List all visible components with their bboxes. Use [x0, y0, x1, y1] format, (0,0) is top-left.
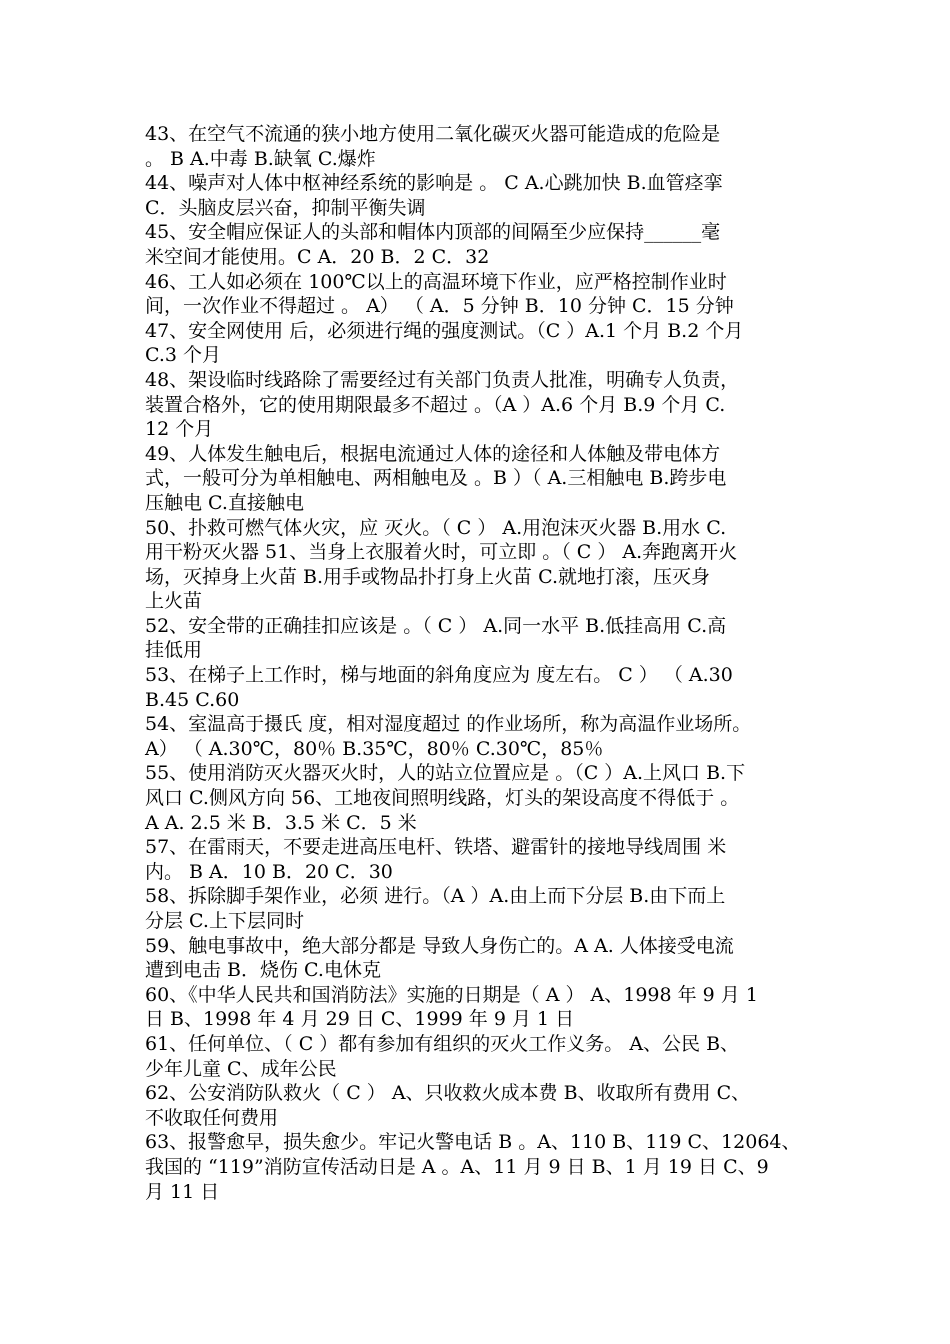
text-line: 用干粉灭火器 51、当身上衣服着火时，可立即 。（ C ） A.奔跑离开火: [145, 541, 738, 564]
text-line: 48、架设临时线路除了需要经过有关部门负责人批准，明确专人负责，: [145, 368, 740, 391]
text-line: 46、工人如必须在 100℃以上的高温环境下作业，应严格控制作业时: [145, 270, 727, 293]
text-line: 我国的 “119”消防宣传活动日是 A 。A、11 月 9 日 B、1 月 19 日 C、9: [145, 1155, 769, 1178]
text-line: 62、公安消防队救火（ C ） A、只收救火成本费 B、收取所有费用 C、: [145, 1082, 751, 1105]
text-line: 60、《中华人民共和国消防法》实施的日期是（ A ） A、1998 年 9 月 1: [145, 983, 758, 1006]
text-line: 场，灭掉身上火苗 B.用手或物品扑打身上火苗 C.就地打滚，压灭身: [145, 565, 710, 588]
text-line: 米空间才能使用。C A．20 B．2 C．32: [145, 245, 490, 268]
text-line: 日 B、1998 年 4 月 29 日 C、1999 年 9 月 1 日: [145, 1008, 575, 1031]
text-line: 63、报警愈早，损失愈少。牢记火警电话 B 。A、110 B、119 C、12064、: [145, 1131, 801, 1154]
text-line: 式，一般可分为单相触电、两相触电及 。B ）（ A.三相触电 B.跨步电: [145, 467, 727, 490]
text-line: 装置合格外，它的使用期限最多不超过 。（A ）A.6 个月 B.9 个月 C.: [145, 393, 726, 416]
text-line: 49、人体发生触电后，根据电流通过人体的途径和人体触及带电体方: [145, 442, 721, 465]
text-line: 12 个月: [145, 418, 214, 441]
text-line: 内。 B A．10 B．20 C．30: [145, 860, 393, 883]
text-line: 57、在雷雨天，不要走进高压电杆、铁塔、避雷针的接地导线周围 米: [145, 836, 727, 859]
text-line: 50、扑救可燃气体火灾，应 灭火。（ C ） A.用泡沫灭火器 B.用水 C.: [145, 516, 727, 539]
text-line: 43、在空气不流通的狭小地方使用二氧化碳灭火器可能造成的危险是: [145, 123, 721, 145]
text-line: 不收取任何费用: [145, 1106, 279, 1129]
text-line: 61、任何单位、（ C ）都有参加有组织的灭火工作义务。 A、公民 B、: [145, 1032, 740, 1055]
text-line: 月 11 日: [145, 1180, 220, 1203]
text-line: 59、触电事故中，绝大部分都是 导致人身伤亡的。A A. 人体接受电流: [145, 934, 734, 957]
text-line: 遭到电击 B．烧伤 C.电休克: [145, 959, 381, 982]
text-line: B.45 C.60: [145, 688, 240, 711]
text-line: 。 B A.中毒 B.缺氧 C.爆炸: [145, 147, 376, 170]
document-body: [145, 122, 813, 1204]
text-line: C.3 个月: [145, 344, 222, 367]
text-line: 挂低用: [145, 639, 203, 662]
text-line: 风口 C.侧风方向 56、工地夜间照明线路，灯头的架设高度不得低于 。: [145, 787, 740, 810]
text-line: 间，一次作业不得超过 。 A） （ A．5 分钟 B．10 分钟 C．15 分钟: [145, 295, 734, 318]
text-line: 52、安全带的正确挂扣应该是 。（ C ） A.同一水平 B.低挂高用 C.高: [145, 614, 727, 637]
text-line: 压触电 C.直接触电: [145, 491, 304, 514]
text-line: 45、安全帽应保证人的头部和帽体内顶部的间隔至少应保持______毫: [145, 221, 721, 244]
text-line: 47、安全网使用 后，必须进行绳的强度测试。（C ）A.1 个月 B.2 个月: [145, 319, 744, 342]
text-line: A A. 2.5 米 B．3.5 米 C．5 米: [145, 811, 417, 834]
text-line: 分层 C.上下层同时: [145, 910, 304, 932]
text-line: 55、使用消防灭火器灭火时，人的站立位置应是 。（C ）A.上风口 B.下: [145, 762, 746, 785]
text-line: 58、拆除脚手架作业，必须 进行。（A ）A.由上而下分层 B.由下而上: [145, 885, 726, 908]
text-line: A） （ A.30℃，80％ B.35℃，80％ C.30℃，85％: [145, 737, 604, 760]
text-line: C．头脑皮层兴奋，抑制平衡失调: [145, 196, 426, 219]
text-line: 53、在梯子上工作时，梯与地面的斜角度应为 度左右。 C ） （ A.30: [145, 664, 733, 687]
text-line: 44、噪声对人体中枢神经系统的影响是 。 C A.心跳加快 B.血管痉挛: [145, 172, 723, 195]
text-line: 少年儿童 C、成年公民: [145, 1057, 337, 1080]
text-line: 上火苗: [145, 590, 203, 613]
text-line: 54、室温高于摄氏 度，相对湿度超过 的作业场所，称为高温作业场所。: [145, 713, 752, 736]
